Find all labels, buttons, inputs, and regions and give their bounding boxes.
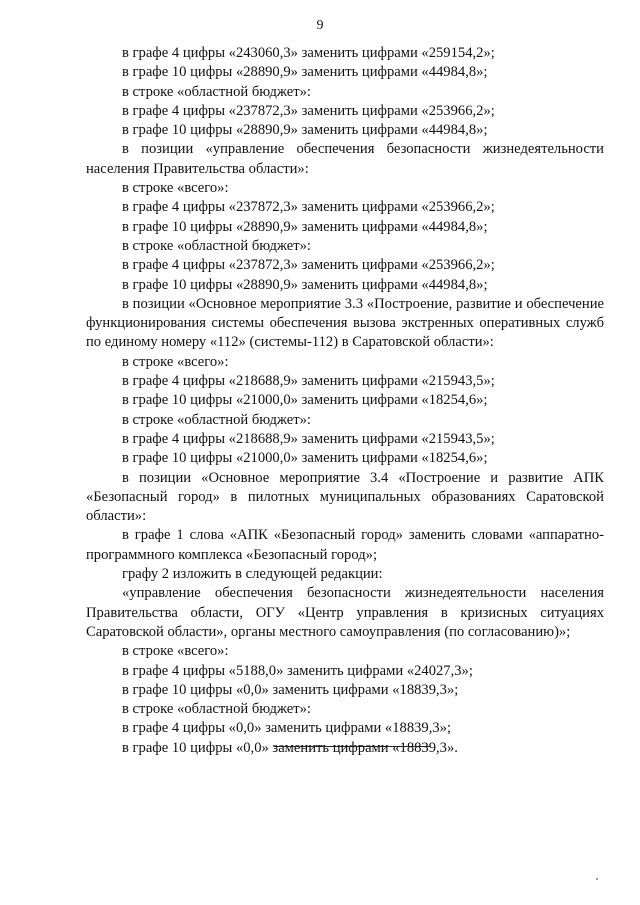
paragraph-11: в графе 4 цифры «237872,3» заменить цифрами «253966,2»; [122,257,495,274]
paragraph-8: в графе 4 цифры «237872,3» заменить цифрами «253966,2»; [122,199,495,216]
paragraph-4: в графе 4 цифры «237872,3» заменить цифрами «253966,2»; [122,102,495,119]
paragraph-12: в графе 10 цифры «28890,9» заменить цифрами «44984,8»; [122,276,488,293]
paragraph-25: в графе 4 цифры «5188,0» заменить цифрами «24027,3»; [122,662,473,679]
paragraph-14: в строке «всего»: [122,353,229,370]
paragraph-13: в позиции «Основное мероприятие 3.3 «Построение, развитие и обеспечение функционирования системы обеспечения вызова экстренных оперативных служб по единому номеру «112» (системы-112) в Саратовской области»: [86,295,604,351]
paragraph-18: в графе 4 цифры «218688,9» заменить цифрами «215943,5»; [122,430,495,447]
paragraph-7: в строке «всего»: [122,180,229,197]
paragraph-5: в графе 10 цифры «28890,9» заменить цифрами «44984,8»; [122,122,488,139]
paragraph-26: в графе 10 цифры «0,0» заменить цифрами «18839,3»; [122,681,459,698]
paragraph-20: в позиции «Основное мероприятие 3.4 «Построение и развитие АПК «Безопасный город» в пилотных муниципальных образованиях Саратовской области»: [86,469,604,525]
paragraph-23: «управление обеспечения безопасности жизнедеятельности населения Правительства области, ОГУ «Центр управления в кризисных ситуациях Саратовской области», органы местного самоуправления (по согласованию)»; [86,585,604,640]
paragraph-6: в позиции «управление обеспечения безопасности жизнедеятельности населения Правительства области»: [86,141,604,177]
paragraph-19: в графе 10 цифры «21000,0» заменить цифрами «18254,6»; [122,450,488,467]
paragraph-24: в строке «всего»: [122,643,229,660]
paragraph-16: в графе 10 цифры «21000,0» заменить цифрами «18254,6»; [122,392,488,409]
paragraph-21: в графе 1 слова «АПК «Безопасный город» заменить словами «аппаратно-программного комплекса «Безопасный город»; [86,527,604,563]
paragraph-17: в строке «областной бюджет»: [122,411,311,428]
paragraph-27: в строке «областной бюджет»: [122,701,311,718]
paragraph-10: в строке «областной бюджет»: [122,237,311,254]
end-separator-line [274,746,430,747]
paragraph-22: графу 2 изложить в следующей редакции: [122,566,383,583]
paragraph-29: в графе 10 цифры «0,0» заменить цифрами «18839,3». [122,739,458,756]
paragraph-9: в графе 10 цифры «28890,9» заменить цифрами «44984,8»; [122,218,488,235]
paragraph-15: в графе 4 цифры «218688,9» заменить цифрами «215943,5»; [122,373,495,390]
page-number: 9 [316,18,324,33]
document-body [86,44,604,758]
scan-speck [596,878,598,880]
paragraph-3: в строке «областной бюджет»: [122,83,311,100]
paragraph-28: в графе 4 цифры «0,0» заменить цифрами «18839,3»; [122,720,452,737]
paragraph-2: в графе 10 цифры «28890,9» заменить цифрами «44984,8»; [122,64,488,81]
paragraph-1: в графе 4 цифры «243060,3» заменить цифрами «259154,2»; [122,45,495,61]
